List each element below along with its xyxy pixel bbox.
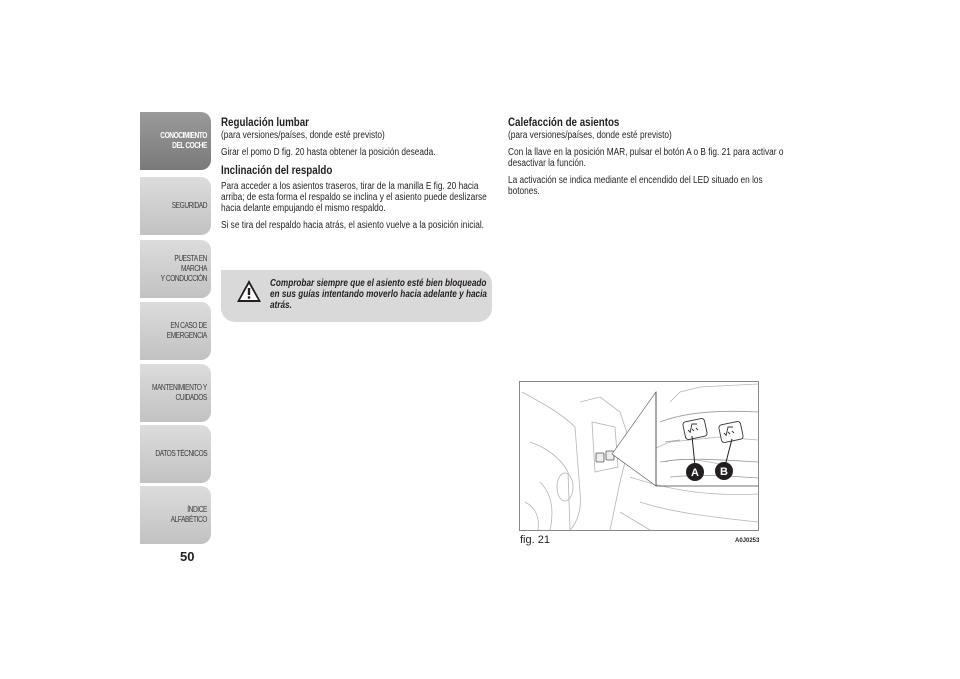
tab-conocimiento-del-coche[interactable] bbox=[140, 112, 211, 170]
section-subtitle: (para versiones/países, donde esté previsto) bbox=[508, 130, 672, 141]
tab-mantenimiento[interactable] bbox=[140, 364, 211, 422]
section-title-heating: Calefacción de asientos bbox=[508, 117, 620, 129]
section-title-lumbar: Regulación lumbar bbox=[221, 117, 310, 129]
tab-puesta-en-marcha[interactable] bbox=[140, 240, 211, 298]
tab-label: MANTENIMIENTO Y CUIDADOS bbox=[152, 383, 207, 402]
tab-label: SEGURIDAD bbox=[171, 201, 207, 210]
right-column bbox=[508, 117, 793, 197]
warning-triangle-icon bbox=[236, 279, 262, 303]
warning-text: Comprobar siempre que el asiento esté bien bloqueado en sus guías intentando moverlo hacia adelante y hacia atrás. bbox=[270, 278, 487, 311]
small-buttons bbox=[596, 451, 614, 462]
callout-b-label: B bbox=[720, 466, 728, 478]
tab-indice-alfabetico[interactable] bbox=[140, 486, 211, 544]
tab-label: CONOCIMIENTO DEL COCHE bbox=[160, 131, 207, 150]
tab-label: ÍNDICE ALFABÉTICO bbox=[170, 505, 207, 524]
figure-seat-heating-buttons bbox=[519, 381, 759, 531]
paragraph: La activación se indica mediante el encendido del LED situado en los botones. bbox=[508, 175, 763, 197]
paragraph: Si se tira del respaldo hacia atrás, el asiento vuelve a la posición inicial. bbox=[221, 220, 484, 231]
seat-heating-illustration bbox=[520, 382, 758, 530]
paragraph: Con la llave en la posición MAR, pulsar el botón A o B fig. 21 para activar o desactivar la función. bbox=[508, 147, 784, 169]
tab-en-caso-de-emergencia[interactable] bbox=[140, 302, 211, 360]
seat-heat-button-a bbox=[682, 418, 707, 440]
tab-label: DATOS TÉCNICOS bbox=[155, 449, 207, 458]
tab-datos-tecnicos[interactable] bbox=[140, 425, 211, 483]
tab-seguridad[interactable] bbox=[140, 177, 211, 235]
callout-a-label: A bbox=[691, 467, 699, 479]
tab-label: PUESTA EN MARCHA Y CONDUCCIÓN bbox=[160, 254, 207, 283]
seat-heat-button-b bbox=[718, 421, 743, 443]
paragraph: Para acceder a los asientos traseros, tirar de la manilla E fig. 20 hacia arriba; de esta forma el respaldo se inclina y el asiento puede deslizarse hacia delante empujando el mismo respaldo. bbox=[221, 181, 487, 214]
section-subtitle: (para versiones/países, donde esté previsto) bbox=[221, 130, 385, 141]
warning-box bbox=[221, 270, 492, 322]
section-title-backrest: Inclinación del respaldo bbox=[221, 165, 333, 177]
figure-caption: fig. 21 bbox=[520, 534, 550, 546]
page-number: 50 bbox=[180, 549, 195, 564]
paragraph: Girar el pomo D fig. 20 hasta obtener la posición deseada. bbox=[221, 147, 436, 158]
left-column bbox=[221, 117, 506, 231]
figure-code: A0J0253 bbox=[735, 538, 760, 544]
tab-label: EN CASO DE EMERGENCIA bbox=[166, 321, 207, 340]
